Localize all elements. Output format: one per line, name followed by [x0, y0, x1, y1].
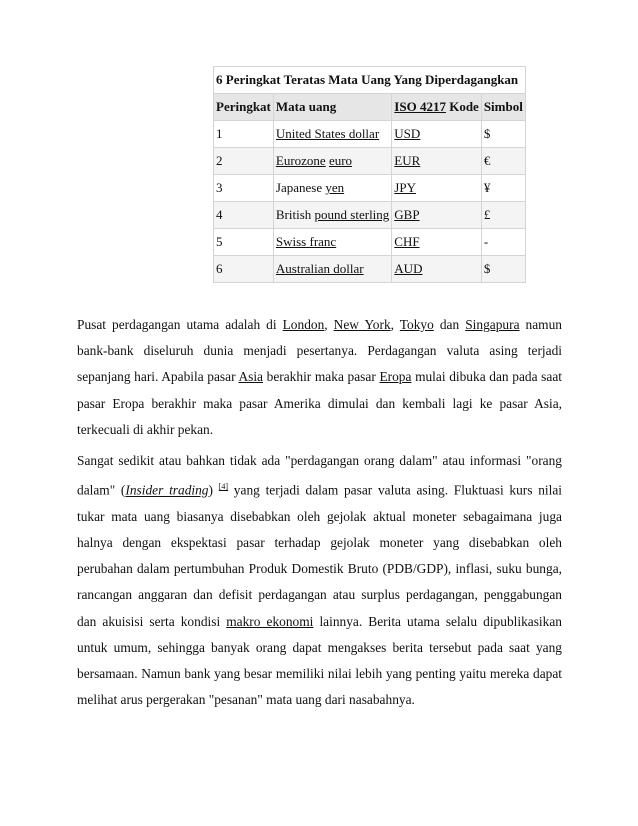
cell-currency: [273, 121, 391, 148]
paragraph-insider-trading: [77, 448, 562, 714]
cell-currency: [273, 256, 391, 283]
paragraph-trading-centers: [77, 312, 562, 443]
table-row: [214, 256, 526, 283]
pound-sterling-link[interactable]: pound sterling: [314, 207, 390, 222]
cell-symbol: £: [481, 202, 525, 229]
cell-rank: 4: [214, 202, 274, 229]
table-header-row: [214, 94, 526, 121]
currency-prefix: Japanese: [275, 180, 326, 195]
cell-currency: [273, 148, 391, 175]
text-run: berakhir maka pasar: [263, 369, 380, 385]
text-run: Pusat perdagangan utama adalah di: [77, 317, 283, 332]
cell-code: [392, 148, 482, 175]
text-run: lainnya. Berita utama selalu dipublikasikan untuk umum, sehingga banyak orang dapat mengakses berita tersebut pada saat yang bersamaan. Namun bank yang besar memiliki nilai lebih yang penting yaitu mereka dapat melihat arus pergerakan "pesanan" mata uang dari nasabahnya.: [77, 613, 562, 708]
cell-rank: 2: [214, 148, 274, 175]
eropa-link[interactable]: Eropa: [379, 369, 412, 385]
eurozone-link[interactable]: Eurozone: [275, 153, 326, 168]
cell-symbol: $: [481, 256, 525, 283]
text-run: dan: [433, 317, 466, 332]
cell-currency: [273, 229, 391, 256]
cell-symbol: $: [481, 121, 525, 148]
euro-link[interactable]: euro: [328, 153, 353, 168]
cell-rank: 6: [214, 256, 274, 283]
cell-rank: 3: [214, 175, 274, 202]
text-run: ): [208, 482, 219, 498]
currency-link-aud[interactable]: Australian dollar: [275, 261, 364, 276]
cell-currency: [273, 175, 391, 202]
table-row: [214, 202, 526, 229]
code-link-chf[interactable]: CHF: [394, 234, 420, 249]
new-york-link[interactable]: New York: [333, 317, 391, 332]
table-caption: 6 Peringkat Teratas Mata Uang Yang Diperdagangkan: [213, 66, 526, 93]
text-run: ,: [324, 317, 334, 332]
yen-link[interactable]: yen: [325, 180, 345, 195]
code-link-eur[interactable]: EUR: [394, 153, 421, 168]
cell-rank: 1: [214, 121, 274, 148]
cell-symbol: ¥: [481, 175, 525, 202]
header-iso-suffix: Kode: [445, 99, 479, 114]
reference-4-link[interactable]: [4]: [218, 482, 229, 492]
insider-trading-link[interactable]: Insider trading: [125, 482, 209, 498]
cell-code: [392, 121, 482, 148]
cell-code: [392, 256, 482, 283]
cell-symbol: -: [481, 229, 525, 256]
header-iso-code: [392, 94, 482, 121]
text-run: namun bank-bank diseluruh dunia menjadi pesertanya. Perdagangan valuta asing terjadi sepanjang hari. Apabila pasar: [77, 317, 562, 385]
currency-link-chf[interactable]: Swiss franc: [275, 234, 337, 249]
code-link-usd[interactable]: USD: [394, 126, 421, 141]
singapura-link[interactable]: Singapura: [465, 317, 520, 332]
text-run: ,: [390, 317, 400, 332]
text-run: yang terjadi dalam pasar valuta asing. Fluktuasi kurs nilai tukar mata uang biasanya disebabkan oleh gejolak aktual moneter sebagaimana juga halnya dengan ekspektasi pasar terhadap gejolak moneter yang disebabkan oleh perubahan dalam pertumbuhan Produk Domestik Bruto (PDB/GDP), inflasi, suku bunga, rancangan anggaran dan defisit perdagangan atau surplus perdagangan, penggabungan dan akuisisi serta kondisi: [77, 482, 563, 629]
header-symbol: Simbol: [481, 94, 525, 121]
asia-link[interactable]: Asia: [238, 369, 263, 385]
tokyo-link[interactable]: Tokyo: [399, 317, 434, 332]
cell-code: [392, 175, 482, 202]
header-rank: Peringkat: [214, 94, 274, 121]
code-link-jpy[interactable]: JPY: [394, 180, 416, 195]
table-row: [214, 229, 526, 256]
currency-prefix: British: [275, 207, 315, 222]
makro-ekonomi-link[interactable]: makro ekonomi: [226, 613, 314, 629]
table-row: [214, 148, 526, 175]
cell-rank: 5: [214, 229, 274, 256]
code-link-aud[interactable]: AUD: [394, 261, 423, 276]
cell-code: [392, 229, 482, 256]
code-link-gbp[interactable]: GBP: [394, 207, 420, 222]
cell-symbol: €: [481, 148, 525, 175]
london-link[interactable]: London: [282, 317, 325, 332]
text-run: mulai dibuka dan pada saat pasar Eropa berakhir maka pasar Amerika dimulai dan kembali lagi ke pasar Asia, terkecuali di akhir pekan.: [77, 369, 563, 437]
text-run: Sangat sedikit atau bahkan tidak ada "perdagangan orang dalam" atau informasi "orang dalam" (: [77, 453, 562, 498]
currency-table: [213, 66, 526, 283]
cell-currency: [273, 202, 391, 229]
iso-4217-link[interactable]: ISO 4217: [394, 99, 446, 114]
currency-link-usd[interactable]: United States dollar: [275, 126, 380, 141]
table-row: [214, 175, 526, 202]
cell-code: [392, 202, 482, 229]
table-row: [214, 121, 526, 148]
header-currency: Mata uang: [273, 94, 391, 121]
